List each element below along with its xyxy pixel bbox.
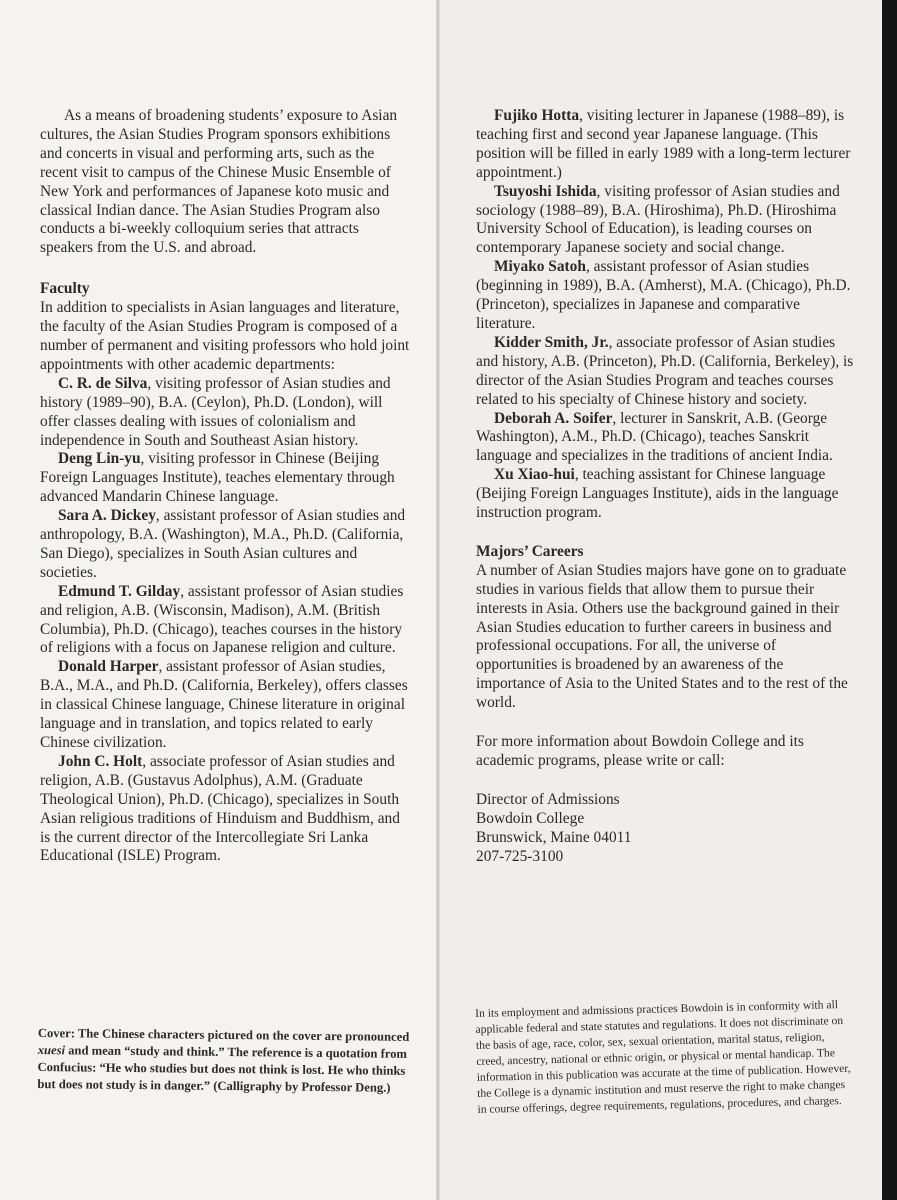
faculty-name: Miyako Satoh <box>494 258 586 276</box>
faculty-entry <box>476 466 854 523</box>
faculty-name: Kidder Smith, Jr. <box>494 333 609 351</box>
faculty-description: , visiting lecturer in Japanese (1988–89), is teaching first and second year Japanese language. (This position will be filled in early 1989 with a long-term lecturer appointment.) <box>476 107 851 181</box>
faculty-name: Xu Xiao-hui <box>494 466 575 484</box>
faculty-heading: Faculty <box>40 280 90 298</box>
cover-caption <box>37 1025 416 1097</box>
address-line: Brunswick, Maine 04011 <box>476 828 632 846</box>
nondiscrimination-statement: In its employment and admissions practices Bowdoin is in conformity with all applicable federal and state statutes and regulations. It does not discriminate on the basis of age, race, color, sex, sexual orientation, marital status, religion, creed, ancestry, national or ethnic origin, or physical or mental handicap. The information in this publication was accurate at the time of publication. However, the College is a dynamic institution and must reserve the right to make changes in course offerings, degree requirements, regulations, procedures, and charges. <box>475 998 851 1116</box>
faculty-entry <box>476 183 854 259</box>
faculty-entry <box>40 507 412 583</box>
faculty-name: Deborah A. Soifer <box>494 409 613 427</box>
intro-paragraph: As a means of broadening students’ exposure to Asian cultures, the Asian Studies Program sponsors exhibitions and concerts in visual and performing arts, such as the recent visit to campus of the Chinese Music Ensemble of New York and performances of Japanese koto music and classical Indian dance. The Asian Studies Program also conducts a bi-weekly colloquium series that attracts speakers from the U.S. and abroad. <box>40 107 398 257</box>
faculty-intro: In addition to specialists in Asian languages and literature, the faculty of the Asian Studies Program is composed of a number of permanent and visiting professors who hold joint appointments with other academic departments: <box>40 299 410 373</box>
scan-edge <box>882 0 897 1200</box>
left-column <box>40 107 412 866</box>
faculty-name: C. R. de Silva <box>58 374 148 392</box>
contact-intro: For more information about Bowdoin College and its academic programs, please write or call: <box>476 733 804 769</box>
faculty-entry <box>476 410 854 467</box>
mailing-address <box>476 791 854 867</box>
address-line: Director of Admissions <box>476 790 620 808</box>
faculty-name: Fujiko Hotta <box>494 107 580 124</box>
faculty-description: , visiting professor in Chinese (Beijing Foreign Languages Institute), teaches elementary through advanced Mandarin Chinese language. <box>40 450 395 506</box>
faculty-description: , teaching assistant for Chinese language (Beijing Foreign Languages Institute), aids in the language instruction program. <box>476 466 839 522</box>
careers-paragraph: A number of Asian Studies majors have gone on to graduate studies in various fields that allow them to pursue their interests in Asia. Others use the background gained in their Asian Studies education to further careers in business and professional occupations. For all, the universe of opportunities is broadened by an awareness of the importance of Asia to the United States and to the rest of the world. <box>476 561 848 712</box>
faculty-description: , lecturer in Sanskrit, A.B. (George Washington), A.M., Ph.D. (Chicago), teaches Sanskrit language and specializes in the traditions of ancient India. <box>476 409 833 465</box>
careers-heading: Majors’ Careers <box>476 542 584 560</box>
cover-caption-text: and mean “study and think.” The reference is a quotation from Confucius: “He who studies but does not think is lost. He who thinks but does not study is in danger.” (Calligraphy by Professor Deng.) <box>37 1043 408 1095</box>
faculty-description: , visiting professor of Asian studies and history (1989–90), B.A. (Ceylon), Ph.D. (London), will offer classes dealing with issues of colonialism and independence in South and Southeast Asian history. <box>40 374 391 449</box>
faculty-description: , visiting professor of Asian studies and sociology (1988–89), B.A. (Hiroshima), Ph.D. (Hiroshima University School of Education), is leading courses on contemporary Japanese society and social change. <box>476 182 840 257</box>
faculty-description: , assistant professor of Asian studies and anthropology, B.A. (Washington), M.A., Ph.D. (California, San Diego), specializes in South Asian cultures and societies. <box>40 507 406 581</box>
cover-caption-romanization: xuesi <box>37 1042 66 1058</box>
faculty-name: Sara A. Dickey <box>58 507 156 525</box>
faculty-name: Deng Lin-yu <box>58 450 141 468</box>
faculty-description: , assistant professor of Asian studies and religion, A.B. (Wisconsin, Madison), A.M. (British Columbia), Ph.D. (Chicago), teaches courses in the history of religions with a focus on Japanese religion and culture. <box>40 582 404 657</box>
faculty-name: Donald Harper <box>58 658 159 676</box>
faculty-description: , associate professor of Asian studies and religion, A.B. (Gustavus Adolphus), A.M. (Graduate Theological Union), Ph.D. (Chicago), specializes in South Asian religious traditions of Hinduism and Buddhism, and is the current director of the Intercollegiate Sri Lanka Educational (ISLE) Program. <box>40 752 400 865</box>
faculty-entry <box>40 375 412 451</box>
phone-number: 207-725-3100 <box>476 847 564 865</box>
cover-caption-text: Cover: The Chinese characters pictured on the cover are pronounced <box>37 1026 410 1044</box>
fold-crease <box>436 0 440 1200</box>
faculty-name: Tsuyoshi Ishida <box>494 182 597 200</box>
faculty-name: Edmund T. Gilday <box>58 582 181 600</box>
faculty-description: , assistant professor of Asian studies, B.A., M.A., and Ph.D. (California, Berkeley), offers classes in classical Chinese language, Chinese literature in original language and in translation, and topics related to early Chinese civilization. <box>40 658 408 751</box>
faculty-name: John C. Holt <box>58 752 143 770</box>
faculty-description: , assistant professor of Asian studies (beginning in 1989), B.A. (Amherst), M.A. (Chicago), Ph.D. (Princeton), specializes in Japanese and comparative literature. <box>476 258 851 332</box>
faculty-entry <box>40 450 412 507</box>
faculty-entry <box>40 753 412 866</box>
faculty-description: , associate professor of Asian studies and history, A.B. (Princeton), Ph.D. (California, Berkeley), is director of the Asian Studies Program and teaches courses related to his specialty of Chinese history and society. <box>476 333 854 408</box>
faculty-entry <box>476 107 854 183</box>
faculty-entry <box>476 334 854 410</box>
faculty-entry <box>40 583 412 659</box>
faculty-entry <box>476 258 854 334</box>
faculty-entry <box>40 658 412 753</box>
address-line: Bowdoin College <box>476 809 585 827</box>
right-column <box>476 107 854 867</box>
